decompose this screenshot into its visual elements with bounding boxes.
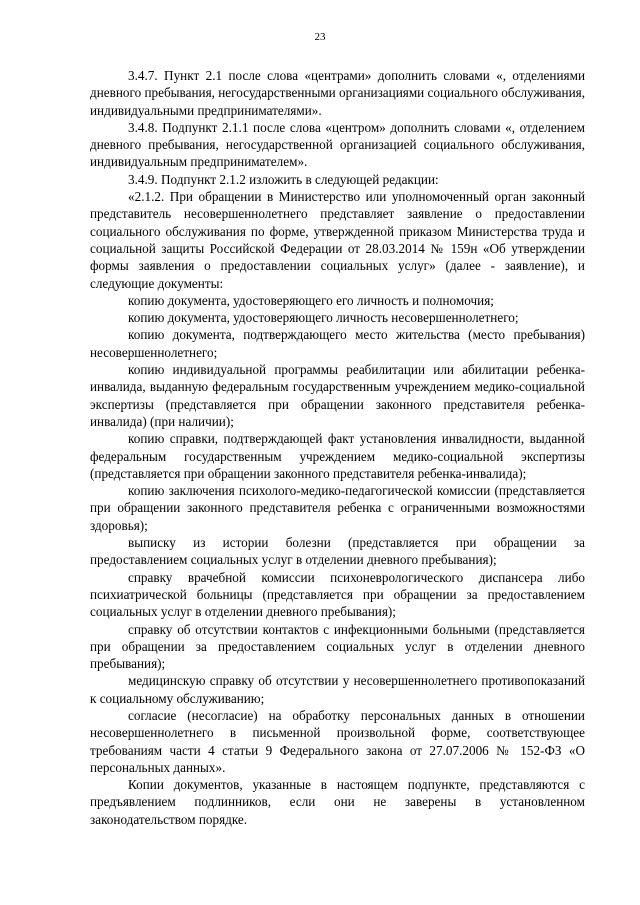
paragraph-3-4-8: 3.4.8. Подпункт 2.1.1 после слова «центром» дополнить словами «, отделением дневного пребывания, негосударственной организацией социального обслуживания, индивидуальным предпринимателем». xyxy=(90,119,585,170)
paragraph-2-1-2-intro: «2.1.2. При обращении в Министерство или уполномоченный орган законный представитель несовершеннолетнего представляет заявление о предоставлении социального обслуживания по форме, утвержденной приказом Министерства труда и социальной защиты Российской Федерации от 28.03.2014 № 159н «Об утверждении формы заявления о предоставлении социальных услуг» (далее - заявление), и следующие документы: xyxy=(90,189,585,291)
document-body xyxy=(90,67,585,828)
paragraph-copies-note: Копии документов, указанные в настоящем подпункте, представляются с предъявлением подлинников, если они не заверены в установленном законодательством порядке. xyxy=(90,777,585,827)
list-item-personal-data-consent: согласие (несогласие) на обработку персональных данных в отношении несовершеннолетнего в письменной произвольной форме, соответствующее требованиям части 4 статьи 9 Федерального закона от 27.07.2006 № 152-ФЗ «О персональных данных». xyxy=(90,707,585,775)
list-item-infection-contacts: справку об отсутствии контактов с инфекционными больными (представляется при обращении за предоставлением социальных услуг в отделении дневного пребывания); xyxy=(90,621,585,672)
list-item-rehabilitation-program: копию индивидуальной программы реабилитации или абилитации ребенка-инвалида, выданную федеральным государственным учреждением медико-социальной экспертизы (представляется при обращении законного представителя ребенка-инвалида) (при наличии); xyxy=(90,362,585,429)
list-item-medical-certificate: медицинскую справку об отсутствии у несовершеннолетнего противопоказаний к социальному обслуживанию; xyxy=(90,673,585,706)
list-item-psychiatric-certificate: справку врачебной комиссии психоневрологического диспансера либо психиатрической больницы (представляется при обращении за предоставлением социальных услуг в отделении дневного пребывания); xyxy=(90,569,585,620)
page-number: 23 xyxy=(314,31,326,43)
list-item-disability-certificate: копию справки, подтверждающей факт установления инвалидности, выданной федеральным государственным учреждением медико-социальной экспертизы (представляется при обращении законного представителя ребенка-инвалида); xyxy=(90,431,585,481)
list-item-medical-history: выписку из истории болезни (представляется при обращении за предоставлением социальных услуг в отделении дневного пребывания); xyxy=(90,535,585,568)
paragraph-3-4-7: 3.4.7. Пункт 2.1 после слова «центрами» дополнить словами «, отделениями дневного пребывания, негосударственными организациями социального обслуживания, индивидуальными предпринимателями». xyxy=(90,68,585,118)
paragraph-3-4-9: 3.4.9. Подпункт 2.1.2 изложить в следующей редакции: xyxy=(128,171,439,187)
list-item-minor-identity: копию документа, удостоверяющего личность несовершеннолетнего; xyxy=(128,310,519,326)
list-item-pmpk-conclusion: копию заключения психолого-медико-педагогической комиссии (представляется при обращении законного представителя ребенка с ограниченными возможностями здоровья); xyxy=(90,483,585,533)
list-item-residence: копию документа, подтверждающего место жительства (место пребывания) несовершеннолетнего; xyxy=(90,327,585,360)
list-item-identity-document: копию документа, удостоверяющего его личность и полномочия; xyxy=(128,292,494,308)
